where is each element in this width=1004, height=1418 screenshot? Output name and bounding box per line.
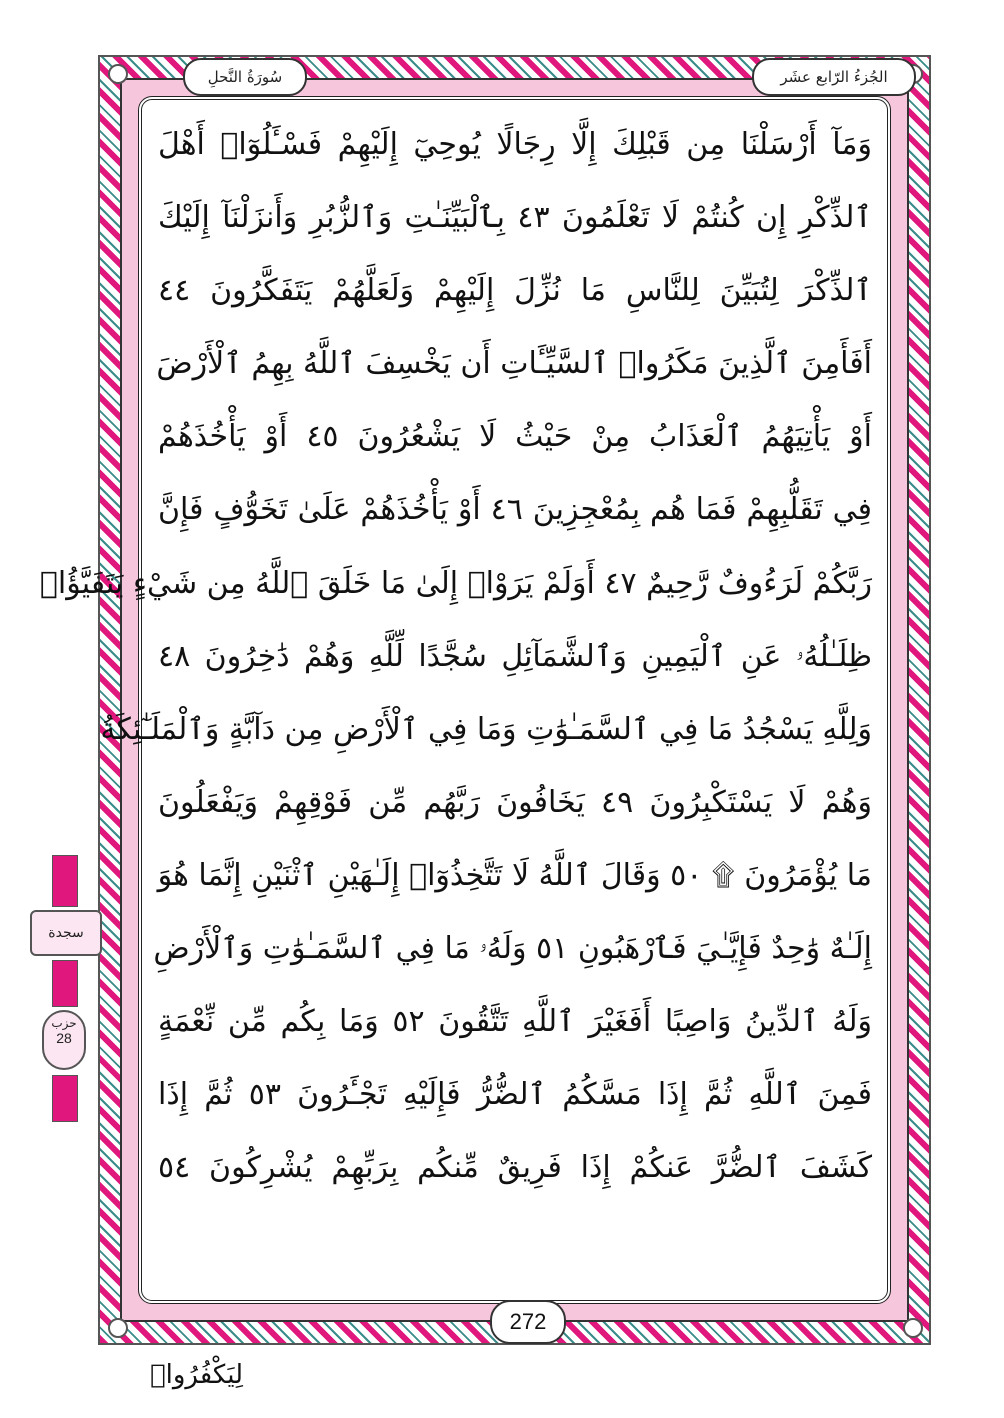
text-line: كَشَفَ ٱلضُّرَّ عَنكُمْ إِذَا فَرِيقٌ مِّنكُم بِرَبِّهِمْ يُشْرِكُونَ ٥٤ xyxy=(158,1150,872,1186)
text-line: وَلَهُ ٱلدِّينُ وَاصِبًا أَفَغَيْرَ ٱللَّهِ تَتَّقُونَ ٥٢ وَمَا بِكُم مِّن نِّعْمَةٍ xyxy=(158,1004,872,1040)
hizb-number: 28 xyxy=(56,1030,72,1046)
margin-ornament xyxy=(52,855,78,907)
text-line: ٱلذِّكْرَ لِتُبَيِّنَ لِلنَّاسِ مَا نُزِّلَ إِلَيْهِمْ وَلَعَلَّهُمْ يَتَفَكَّرُونَ ٤٤ xyxy=(158,273,872,309)
text-line: وَهُمْ لَا يَسْتَكْبِرُونَ ٤٩ يَخَافُونَ رَبَّهُم مِّن فَوْقِهِمْ وَيَفْعَلُونَ xyxy=(158,784,872,820)
text-line: أَفَأَمِنَ ٱلَّذِينَ مَكَرُوا۟ ٱلسَّيِّـَٔاتِ أَن يَخْسِفَ ٱللَّهُ بِهِمُ ٱلْأَرْضَ xyxy=(156,346,872,382)
margin-ornament xyxy=(52,1075,78,1122)
text-line: وَلِلَّهِ يَسْجُدُ مَا فِي ٱلسَّمَـٰوَٰتِ وَمَا فِي ٱلْأَرْضِ مِن دَآبَّةٍ وَٱلْمَلَـٰٓئِكَةُ xyxy=(100,711,872,747)
text-line: مَا يُؤْمَرُونَ ۩ ٥٠ وَقَالَ ٱللَّهُ لَا تَتَّخِذُوٓا۟ إِلَـٰهَيْنِ ٱثْنَيْنِ إِنَّمَا هُوَ xyxy=(157,857,872,893)
corner-ornament-bottom-left xyxy=(108,1318,128,1338)
hizb-label: حزب xyxy=(51,1016,77,1030)
margin-ornament xyxy=(52,960,78,1007)
text-line: وَمَآ أَرْسَلْنَا مِن قَبْلِكَ إِلَّا رِجَالًا يُوحِيٓ إِلَيْهِمْ فَسْـَٔلُوٓا۟ أَهْلَ xyxy=(158,127,872,162)
text-line: أَوْ يَأْتِيَهُمُ ٱلْعَذَابُ مِنْ حَيْثُ لَا يَشْعُرُونَ ٤٥ أَوْ يَأْخُذَهُمْ xyxy=(158,419,872,455)
catchword: لِيَكْفُرُوا۟ xyxy=(150,1360,244,1390)
text-line: ظِلَـٰلُهُۥ عَنِ ٱلْيَمِينِ وَٱلشَّمَآئِلِ سُجَّدًا لِّلَّهِ وَهُمْ دَٰخِرُونَ ٤٨ xyxy=(158,638,872,674)
text-line: رَبَّكُمْ لَرَءُوفٌ رَّحِيمٌ ٤٧ أَوَلَمْ يَرَوْا۟ إِلَىٰ مَا خَلَقَ ٱللَّهُ مِن شَيْءٍ يَتَفَيَّؤُا۟ xyxy=(39,565,872,601)
corner-ornament-top-left xyxy=(108,64,128,84)
surah-header: سُورَةُ النَّحلِ xyxy=(183,58,307,96)
text-line: فِي تَقَلُّبِهِمْ فَمَا هُم بِمُعْجِزِينَ ٤٦ أَوْ يَأْخُذَهُمْ عَلَىٰ تَخَوُّفٍ فَإِنَّ xyxy=(158,492,872,528)
page-number: 272 xyxy=(490,1300,566,1344)
text-line: ٱلذِّكْرِ إِن كُنتُمْ لَا تَعْلَمُونَ ٤٣ بِٱلْبَيِّنَـٰتِ وَٱلزُّبُرِ وَأَنزَلْنَآ إِلَيْكَ xyxy=(158,200,872,236)
juz-header: الجُزءُ الرّابع عشَر xyxy=(752,58,916,96)
hizb-marker xyxy=(42,1010,86,1070)
text-line: فَمِنَ ٱللَّهِ ثُمَّ إِذَا مَسَّكُمُ ٱلضُّرُّ فَإِلَيْهِ تَجْـَٔرُونَ ٥٣ ثُمَّ إِذَا xyxy=(158,1077,872,1113)
sajda-marker: سجدة xyxy=(30,910,102,956)
corner-ornament-bottom-right xyxy=(903,1318,923,1338)
text-line: إِلَـٰهٌ وَٰحِدٌ فَإِيَّـٰيَ فَٱرْهَبُونِ ٥١ وَلَهُۥ مَا فِي ٱلسَّمَـٰوَٰتِ وَٱلْأَرْضِ xyxy=(153,931,872,967)
